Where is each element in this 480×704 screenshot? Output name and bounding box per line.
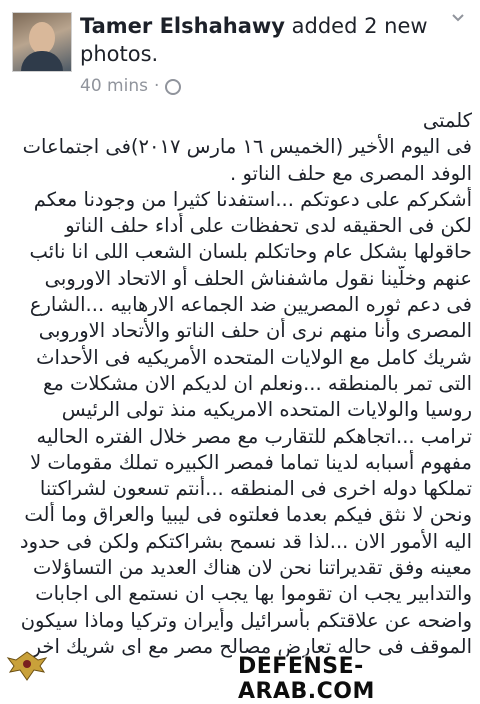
chevron-down-icon[interactable]	[452, 14, 464, 26]
post-text-line: اليه الأمور الان ...لذا قد نسمح بشراكتكم ولكن فى حدود	[19, 529, 472, 553]
post-text-line: واضحه عن علاقتكم بأسرائيل وأيران وتركيا وماذا سيكون	[20, 608, 472, 632]
post-text-line: روسيا والولايات المتحده الامريكيه منذ تولى الرئيس	[61, 398, 472, 422]
timestamp-link[interactable]: 40 mins	[80, 76, 148, 96]
post-text-line: حاقولها بشكل عام وحاتكلم بلسان الشعب اللى انا نائب	[29, 240, 472, 264]
post-text-line: أشكركم على دعوتكم ...استفدنا كثيرا من وجودنا معكم	[33, 187, 472, 211]
author-name-link[interactable]: Tamer Elshahawy	[80, 14, 285, 38]
post-text-line: فى اليوم الأخير (الخميس ١٦ مارس ٢٠١٧)فى اجتماعات	[22, 135, 472, 159]
globe-icon[interactable]	[165, 79, 181, 95]
post-text-line: معينه وفق تقديراتنا نحن لان هناك العديد من التساؤلات	[33, 556, 472, 580]
post-text-line: والتدابير يجب ان تقوموا بها يجب ان نستمع الى اجابات	[35, 582, 472, 606]
post-text-line: الموقف فى حاله تعارض مصالح مصر مع اى شريك اخر	[31, 634, 472, 658]
post-text-line: شريك كامل مع الولايات المتحده الأمريكيه فى الأحداث	[36, 345, 472, 369]
post-text-line: ونحن لا نثق فيكم بعدما فعلتوه فى ليبيا والعراق وما ألت	[24, 503, 472, 527]
post-action-text: added 2 new photos.	[80, 14, 428, 66]
post-text-line: فى دعم ثوره المصريين ضد الجماعه الارهابيه ...الشارع	[29, 293, 472, 317]
avatar[interactable]	[12, 12, 72, 72]
post-body	[10, 108, 472, 660]
post-text-line: المصرى وأنا منهم نرى أن حلف الناتو والأتحاد الاوروبى	[38, 319, 472, 343]
avatar-face	[29, 22, 55, 54]
post-text-line: الوفد المصرى مع حلف الناتو .	[230, 161, 472, 185]
post-title	[80, 12, 440, 68]
post-text-line: تملكها دوله اخرى فى المنطقه ...أنتم تسعون لشراكتنا	[39, 477, 472, 501]
meta-separator: ·	[153, 76, 160, 96]
post-text-line: كلمتى	[422, 109, 472, 132]
post-header	[0, 0, 480, 105]
watermark	[0, 646, 480, 704]
post-text-line: لكن فى الحقيقه لدى تحفظات على أداء حلف الناتو	[65, 214, 472, 238]
post-meta	[80, 76, 181, 96]
post-text-line: مفهوم أسبابه لدينا تماما فمصر الكبيره تملك مقومات لا	[30, 450, 472, 474]
post-text-line: ترامب ...اتجاهكم للتقارب مع مصر خلال الفتره الحاليه	[36, 424, 472, 448]
watermark-text: DEFENSE-ARAB.COM	[238, 654, 375, 704]
avatar-shirt	[21, 51, 63, 72]
eagle-emblem-icon	[6, 646, 48, 686]
post-text-line: التى تمر بالمنطقه ...ونعلم ان لديكم الان مشكلات مع	[43, 371, 472, 395]
post-text-line: عنهم وخلّينا نقول ماشفناش الحلف أو الاتحاد الاوروبى	[44, 266, 472, 290]
